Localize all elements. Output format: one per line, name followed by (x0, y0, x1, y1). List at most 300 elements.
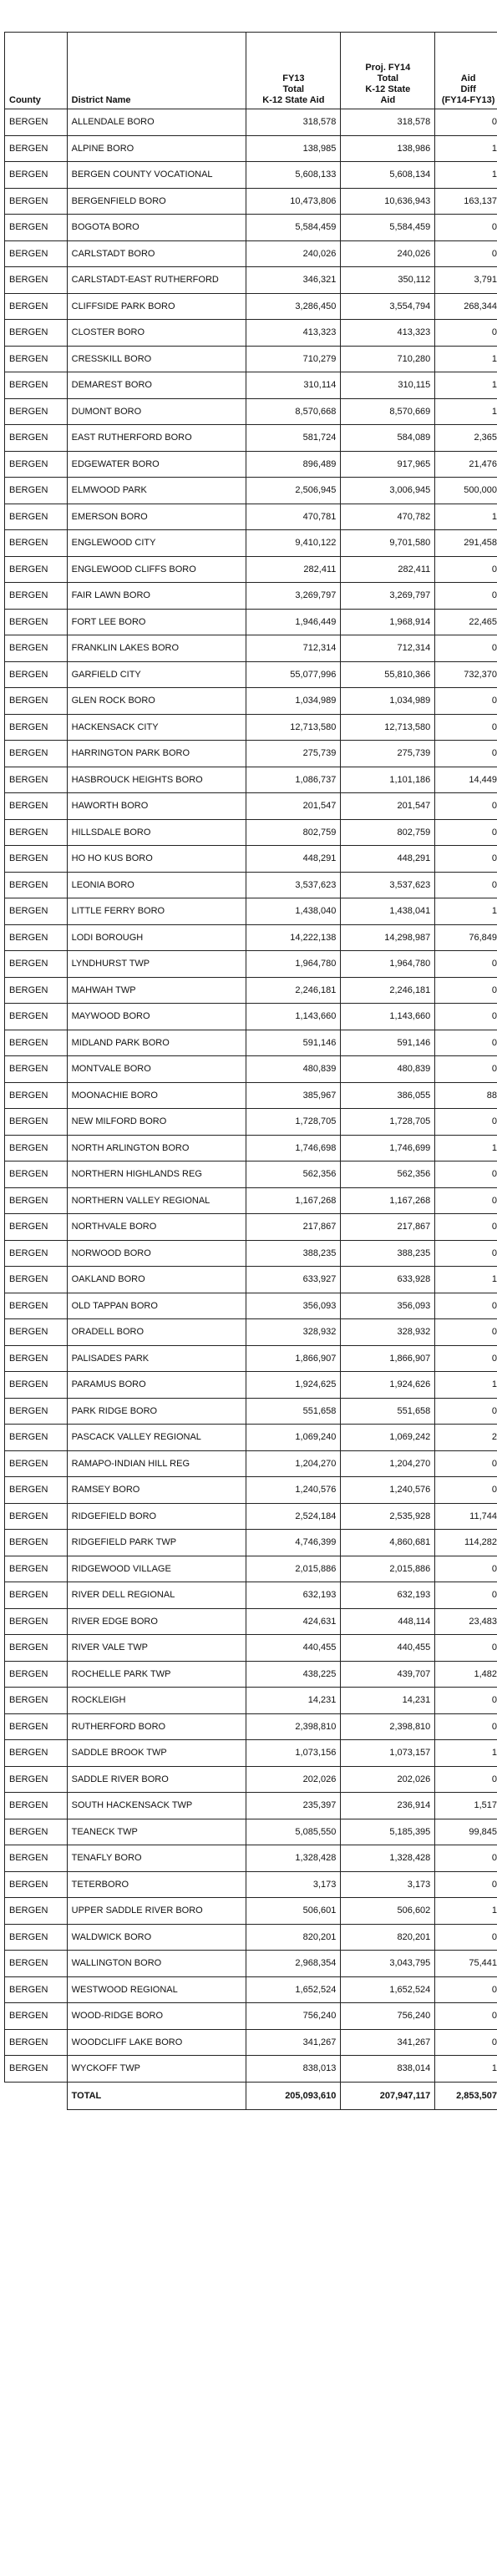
header-fy14-line: K-12 State (365, 84, 411, 94)
cell-district-name: NORTHERN HIGHLANDS REG (67, 1161, 246, 1188)
header-diff-line: Aid (460, 73, 476, 84)
cell-fy14-total: 3,554,794 (341, 293, 435, 320)
cell-fy13-total: 14,231 (246, 1688, 341, 1714)
cell-fy13-total: 506,601 (246, 1898, 341, 1925)
cell-aid-diff: 268,344 (435, 293, 497, 320)
cell-fy13-total: 838,013 (246, 2056, 341, 2083)
cell-district-name: PARK RIDGE BORO (67, 1398, 246, 1425)
header-fy13-line: FY13 (282, 73, 305, 84)
table-row (5, 188, 497, 215)
cell-aid-diff: 0 (435, 1214, 497, 1241)
table-row (5, 609, 497, 635)
cell-fy14-total: 388,235 (341, 1240, 435, 1267)
header-fy14-line: Aid (380, 95, 396, 105)
cell-county: BERGEN (5, 1240, 68, 1267)
table-row (5, 793, 497, 820)
cell-district-name: MIDLAND PARK BORO (67, 1030, 246, 1056)
cell-county: BERGEN (5, 215, 68, 241)
cell-county: BERGEN (5, 267, 68, 294)
cell-aid-diff: 1,517 (435, 1793, 497, 1819)
cell-aid-diff: 1 (435, 372, 497, 399)
table-row (5, 1503, 497, 1530)
cell-district-name: RIVER VALE TWP (67, 1635, 246, 1662)
cell-county: BERGEN (5, 1503, 68, 1530)
table-row (5, 372, 497, 399)
cell-district-name: RIVER DELL REGIONAL (67, 1582, 246, 1609)
cell-aid-diff: 1 (435, 162, 497, 189)
cell-district-name: ENGLEWOOD CLIFFS BORO (67, 556, 246, 583)
cell-fy14-total: 413,323 (341, 320, 435, 347)
cell-district-name: GARFIELD CITY (67, 661, 246, 688)
cell-county: BERGEN (5, 1293, 68, 1319)
cell-fy13-total: 424,631 (246, 1608, 341, 1635)
cell-fy14-total: 202,026 (341, 1766, 435, 1793)
cell-aid-diff: 0 (435, 1477, 497, 1504)
cell-fy13-total: 55,077,996 (246, 661, 341, 688)
cell-aid-diff: 0 (435, 1345, 497, 1372)
cell-county: BERGEN (5, 1214, 68, 1241)
cell-fy14-total: 1,968,914 (341, 609, 435, 635)
cell-aid-diff: 0 (435, 1556, 497, 1582)
cell-fy13-total: 310,114 (246, 372, 341, 399)
cell-fy13-total: 3,173 (246, 1871, 341, 1898)
table-row (5, 688, 497, 715)
cell-county: BERGEN (5, 609, 68, 635)
table-row (5, 425, 497, 452)
cell-fy14-total: 3,006,945 (341, 478, 435, 504)
cell-county: BERGEN (5, 162, 68, 189)
cell-district-name: HILLSDALE BORO (67, 819, 246, 846)
cell-district-name: RUTHERFORD BORO (67, 1713, 246, 1740)
table-row (5, 1425, 497, 1451)
cell-aid-diff: 1 (435, 898, 497, 925)
header-diff-line: Diff (460, 84, 476, 94)
table-row (5, 1293, 497, 1319)
cell-fy14-total: 5,584,459 (341, 215, 435, 241)
cell-aid-diff: 88 (435, 1082, 497, 1109)
cell-aid-diff: 1 (435, 1267, 497, 1293)
cell-fy14-total: 55,810,366 (341, 661, 435, 688)
cell-district-name: ELMWOOD PARK (67, 478, 246, 504)
cell-fy14-total: 1,964,780 (341, 951, 435, 978)
cell-aid-diff: 0 (435, 741, 497, 767)
cell-district-name: NORWOOD BORO (67, 1240, 246, 1267)
total-diff: 2,853,507 (435, 2082, 497, 2109)
cell-county: BERGEN (5, 372, 68, 399)
cell-county: BERGEN (5, 320, 68, 347)
cell-fy13-total: 1,086,737 (246, 767, 341, 793)
cell-fy14-total: 3,173 (341, 1871, 435, 1898)
cell-fy13-total: 1,924,625 (246, 1372, 341, 1399)
cell-district-name: EMERSON BORO (67, 504, 246, 530)
cell-county: BERGEN (5, 1319, 68, 1346)
cell-county: BERGEN (5, 1030, 68, 1056)
cell-fy14-total: 1,652,524 (341, 1976, 435, 2003)
cell-aid-diff: 1 (435, 398, 497, 425)
cell-aid-diff: 14,449 (435, 767, 497, 793)
cell-aid-diff: 0 (435, 1398, 497, 1425)
cell-district-name: RIDGEFIELD PARK TWP (67, 1530, 246, 1556)
table-row (5, 1713, 497, 1740)
cell-county: BERGEN (5, 1582, 68, 1609)
cell-district-name: CLOSTER BORO (67, 320, 246, 347)
cell-fy14-total: 1,746,699 (341, 1135, 435, 1161)
table-row (5, 1556, 497, 1582)
cell-county: BERGEN (5, 398, 68, 425)
table-row (5, 1845, 497, 1872)
cell-district-name: LITTLE FERRY BORO (67, 898, 246, 925)
cell-district-name: SOUTH HACKENSACK TWP (67, 1793, 246, 1819)
cell-fy14-total: 14,298,987 (341, 924, 435, 951)
cell-county: BERGEN (5, 1450, 68, 1477)
state-aid-sheet (4, 32, 497, 2110)
cell-fy14-total: 3,043,795 (341, 1951, 435, 1977)
cell-district-name: OAKLAND BORO (67, 1267, 246, 1293)
cell-county: BERGEN (5, 478, 68, 504)
header-fy13-total (246, 33, 341, 109)
cell-fy13-total: 1,964,780 (246, 951, 341, 978)
cell-aid-diff: 0 (435, 1056, 497, 1083)
cell-fy14-total: 1,073,157 (341, 1740, 435, 1767)
cell-county: BERGEN (5, 293, 68, 320)
cell-fy14-total: 838,014 (341, 2056, 435, 2083)
table-row (5, 1082, 497, 1109)
total-fy14: 207,947,117 (341, 2082, 435, 2109)
table-row (5, 1372, 497, 1399)
cell-district-name: PASCACK VALLEY REGIONAL (67, 1425, 246, 1451)
cell-county: BERGEN (5, 2029, 68, 2056)
table-row (5, 162, 497, 189)
cell-county: BERGEN (5, 898, 68, 925)
cell-fy14-total: 1,728,705 (341, 1109, 435, 1136)
cell-fy14-total: 282,411 (341, 556, 435, 583)
cell-fy14-total: 1,101,186 (341, 767, 435, 793)
cell-district-name: BERGEN COUNTY VOCATIONAL (67, 162, 246, 189)
cell-fy14-total: 5,608,134 (341, 162, 435, 189)
cell-aid-diff: 1 (435, 1372, 497, 1399)
cell-fy13-total: 202,026 (246, 1766, 341, 1793)
table-row (5, 1661, 497, 1688)
cell-fy14-total: 2,398,810 (341, 1713, 435, 1740)
cell-fy14-total: 917,965 (341, 451, 435, 478)
table-row (5, 135, 497, 162)
table-row (5, 530, 497, 557)
cell-fy13-total: 12,713,580 (246, 714, 341, 741)
cell-fy14-total: 12,713,580 (341, 714, 435, 741)
cell-aid-diff: 1 (435, 1740, 497, 1767)
cell-fy14-total: 1,438,041 (341, 898, 435, 925)
cell-district-name: WALLINGTON BORO (67, 1951, 246, 1977)
cell-fy13-total: 5,608,133 (246, 162, 341, 189)
cell-district-name: WALDWICK BORO (67, 1924, 246, 1951)
cell-fy13-total: 448,291 (246, 846, 341, 873)
cell-county: BERGEN (5, 1004, 68, 1030)
cell-county: BERGEN (5, 1661, 68, 1688)
cell-aid-diff: 3,791 (435, 267, 497, 294)
cell-fy13-total: 1,167,268 (246, 1187, 341, 1214)
cell-district-name: TENAFLY BORO (67, 1845, 246, 1872)
cell-fy13-total: 240,026 (246, 240, 341, 267)
cell-district-name: ALLENDALE BORO (67, 109, 246, 136)
cell-fy14-total: 1,924,626 (341, 1372, 435, 1399)
cell-district-name: GLEN ROCK BORO (67, 688, 246, 715)
cell-county: BERGEN (5, 504, 68, 530)
cell-aid-diff: 0 (435, 1766, 497, 1793)
cell-aid-diff: 0 (435, 1161, 497, 1188)
cell-aid-diff: 0 (435, 556, 497, 583)
table-row (5, 1608, 497, 1635)
table-row (5, 741, 497, 767)
cell-fy14-total: 1,069,242 (341, 1425, 435, 1451)
cell-fy13-total: 551,658 (246, 1398, 341, 1425)
header-district-name: District Name (67, 33, 246, 109)
cell-aid-diff: 0 (435, 793, 497, 820)
cell-fy13-total: 438,225 (246, 1661, 341, 1688)
cell-district-name: ROCKLEIGH (67, 1688, 246, 1714)
cell-fy13-total: 385,967 (246, 1082, 341, 1109)
cell-district-name: CLIFFSIDE PARK BORO (67, 293, 246, 320)
cell-county: BERGEN (5, 846, 68, 873)
table-row (5, 109, 497, 136)
cell-fy13-total: 388,235 (246, 1240, 341, 1267)
cell-aid-diff: 0 (435, 714, 497, 741)
cell-aid-diff: 0 (435, 1924, 497, 1951)
cell-fy13-total: 712,314 (246, 635, 341, 662)
table-row (5, 1240, 497, 1267)
cell-fy13-total: 1,328,428 (246, 1845, 341, 1872)
cell-aid-diff: 21,476 (435, 451, 497, 478)
cell-fy13-total: 2,524,184 (246, 1503, 341, 1530)
cell-county: BERGEN (5, 109, 68, 136)
total-label: TOTAL (67, 2082, 246, 2109)
cell-aid-diff: 0 (435, 1713, 497, 1740)
cell-county: BERGEN (5, 2003, 68, 2030)
cell-fy13-total: 896,489 (246, 451, 341, 478)
cell-fy14-total: 2,535,928 (341, 1503, 435, 1530)
cell-county: BERGEN (5, 1635, 68, 1662)
cell-county: BERGEN (5, 1345, 68, 1372)
cell-fy13-total: 1,438,040 (246, 898, 341, 925)
cell-aid-diff: 0 (435, 583, 497, 610)
table-row (5, 1214, 497, 1241)
cell-district-name: BOGOTA BORO (67, 215, 246, 241)
cell-fy14-total: 4,860,681 (341, 1530, 435, 1556)
cell-fy13-total: 275,739 (246, 741, 341, 767)
cell-fy14-total: 341,267 (341, 2029, 435, 2056)
cell-fy13-total: 328,932 (246, 1319, 341, 1346)
cell-fy13-total: 413,323 (246, 320, 341, 347)
cell-district-name: ALPINE BORO (67, 135, 246, 162)
cell-aid-diff: 0 (435, 1688, 497, 1714)
cell-district-name: TEANECK TWP (67, 1819, 246, 1845)
cell-aid-diff: 1 (435, 1898, 497, 1925)
cell-district-name: SADDLE RIVER BORO (67, 1766, 246, 1793)
cell-aid-diff: 0 (435, 1240, 497, 1267)
table-row (5, 504, 497, 530)
cell-fy14-total: 562,356 (341, 1161, 435, 1188)
cell-district-name: RAMSEY BORO (67, 1477, 246, 1504)
cell-aid-diff: 0 (435, 109, 497, 136)
cell-fy13-total: 480,839 (246, 1056, 341, 1083)
cell-fy13-total: 2,015,886 (246, 1556, 341, 1582)
cell-district-name: HARRINGTON PARK BORO (67, 741, 246, 767)
table-row (5, 320, 497, 347)
header-fy13-line: K-12 State Aid (262, 95, 325, 105)
table-body (5, 109, 497, 2083)
cell-fy14-total: 2,015,886 (341, 1556, 435, 1582)
cell-aid-diff: 76,849 (435, 924, 497, 951)
cell-district-name: ENGLEWOOD CITY (67, 530, 246, 557)
cell-county: BERGEN (5, 1477, 68, 1504)
cell-county: BERGEN (5, 556, 68, 583)
table-row (5, 556, 497, 583)
cell-fy14-total: 1,034,989 (341, 688, 435, 715)
table-row (5, 1056, 497, 1083)
table-row (5, 1976, 497, 2003)
total-fy13: 205,093,610 (246, 2082, 341, 2109)
cell-fy13-total: 14,222,138 (246, 924, 341, 951)
cell-county: BERGEN (5, 1135, 68, 1161)
cell-county: BERGEN (5, 1976, 68, 2003)
table-row (5, 1319, 497, 1346)
cell-county: BERGEN (5, 1556, 68, 1582)
cell-county: BERGEN (5, 767, 68, 793)
cell-aid-diff: 0 (435, 1004, 497, 1030)
table-row (5, 1530, 497, 1556)
cell-county: BERGEN (5, 1819, 68, 1845)
cell-fy14-total: 440,455 (341, 1635, 435, 1662)
cell-fy14-total: 480,839 (341, 1056, 435, 1083)
cell-fy14-total: 318,578 (341, 109, 435, 136)
cell-county: BERGEN (5, 688, 68, 715)
cell-fy14-total: 448,114 (341, 1608, 435, 1635)
table-row (5, 1477, 497, 1504)
header-county: County (5, 33, 68, 109)
cell-aid-diff: 99,845 (435, 1819, 497, 1845)
cell-county: BERGEN (5, 1398, 68, 1425)
cell-county: BERGEN (5, 635, 68, 662)
header-fy14-projected-total (341, 33, 435, 109)
cell-county: BERGEN (5, 1793, 68, 1819)
cell-fy13-total: 346,321 (246, 267, 341, 294)
cell-fy13-total: 440,455 (246, 1635, 341, 1662)
cell-fy13-total: 1,652,524 (246, 1976, 341, 2003)
cell-aid-diff: 0 (435, 1293, 497, 1319)
cell-aid-diff: 23,483 (435, 1608, 497, 1635)
cell-fy14-total: 1,167,268 (341, 1187, 435, 1214)
table-row (5, 924, 497, 951)
cell-aid-diff: 11,744 (435, 1503, 497, 1530)
cell-aid-diff: 0 (435, 1845, 497, 1872)
cell-fy13-total: 1,143,660 (246, 1004, 341, 1030)
table-row (5, 1793, 497, 1819)
cell-fy13-total: 235,397 (246, 1793, 341, 1819)
cell-fy14-total: 9,701,580 (341, 530, 435, 557)
cell-fy13-total: 470,781 (246, 504, 341, 530)
cell-aid-diff: 0 (435, 1319, 497, 1346)
cell-fy14-total: 591,146 (341, 1030, 435, 1056)
cell-county: BERGEN (5, 1713, 68, 1740)
cell-fy13-total: 3,286,450 (246, 293, 341, 320)
table-row (5, 1345, 497, 1372)
cell-aid-diff: 0 (435, 688, 497, 715)
table-row (5, 267, 497, 294)
cell-aid-diff: 22,465 (435, 609, 497, 635)
cell-fy13-total: 562,356 (246, 1161, 341, 1188)
cell-aid-diff: 2,365 (435, 425, 497, 452)
cell-district-name: NORTHERN VALLEY REGIONAL (67, 1187, 246, 1214)
table-row (5, 1109, 497, 1136)
cell-county: BERGEN (5, 1898, 68, 1925)
total-row (5, 2082, 497, 2109)
cell-county: BERGEN (5, 1530, 68, 1556)
cell-fy13-total: 1,069,240 (246, 1425, 341, 1451)
cell-fy13-total: 1,866,907 (246, 1345, 341, 1372)
table-row (5, 767, 497, 793)
cell-county: BERGEN (5, 1267, 68, 1293)
cell-aid-diff: 1 (435, 346, 497, 372)
cell-fy13-total: 2,398,810 (246, 1713, 341, 1740)
cell-fy14-total: 1,143,660 (341, 1004, 435, 1030)
cell-county: BERGEN (5, 583, 68, 610)
cell-fy14-total: 350,112 (341, 267, 435, 294)
cell-county: BERGEN (5, 1924, 68, 1951)
cell-fy13-total: 138,985 (246, 135, 341, 162)
cell-aid-diff: 0 (435, 1187, 497, 1214)
cell-fy13-total: 3,269,797 (246, 583, 341, 610)
cell-aid-diff: 0 (435, 635, 497, 662)
table-row (5, 1161, 497, 1188)
cell-fy14-total: 5,185,395 (341, 1819, 435, 1845)
cell-fy14-total: 236,914 (341, 1793, 435, 1819)
cell-district-name: EAST RUTHERFORD BORO (67, 425, 246, 452)
table-row (5, 1135, 497, 1161)
header-fy14-line: Total (377, 73, 399, 84)
cell-county: BERGEN (5, 1608, 68, 1635)
cell-county: BERGEN (5, 714, 68, 741)
cell-fy14-total: 551,658 (341, 1398, 435, 1425)
cell-fy14-total: 1,866,907 (341, 1345, 435, 1372)
cell-county: BERGEN (5, 977, 68, 1004)
table-row (5, 1635, 497, 1662)
table-row (5, 951, 497, 978)
cell-county: BERGEN (5, 1688, 68, 1714)
cell-district-name: WOODCLIFF LAKE BORO (67, 2029, 246, 2056)
cell-fy14-total: 439,707 (341, 1661, 435, 1688)
cell-district-name: OLD TAPPAN BORO (67, 1293, 246, 1319)
cell-county: BERGEN (5, 819, 68, 846)
table-row (5, 451, 497, 478)
cell-county: BERGEN (5, 1951, 68, 1977)
header-aid-diff (435, 33, 497, 109)
cell-aid-diff: 1 (435, 2056, 497, 2083)
table-row (5, 819, 497, 846)
cell-aid-diff: 1 (435, 1135, 497, 1161)
cell-district-name: UPPER SADDLE RIVER BORO (67, 1898, 246, 1925)
cell-county: BERGEN (5, 951, 68, 978)
cell-fy14-total: 712,314 (341, 635, 435, 662)
cell-fy13-total: 318,578 (246, 109, 341, 136)
cell-district-name: CRESSKILL BORO (67, 346, 246, 372)
cell-fy13-total: 3,537,623 (246, 872, 341, 898)
table-row (5, 1871, 497, 1898)
cell-district-name: NORTH ARLINGTON BORO (67, 1135, 246, 1161)
cell-aid-diff: 0 (435, 320, 497, 347)
cell-aid-diff: 500,000 (435, 478, 497, 504)
cell-fy14-total: 756,240 (341, 2003, 435, 2030)
cell-district-name: RIVER EDGE BORO (67, 1608, 246, 1635)
cell-district-name: HAWORTH BORO (67, 793, 246, 820)
